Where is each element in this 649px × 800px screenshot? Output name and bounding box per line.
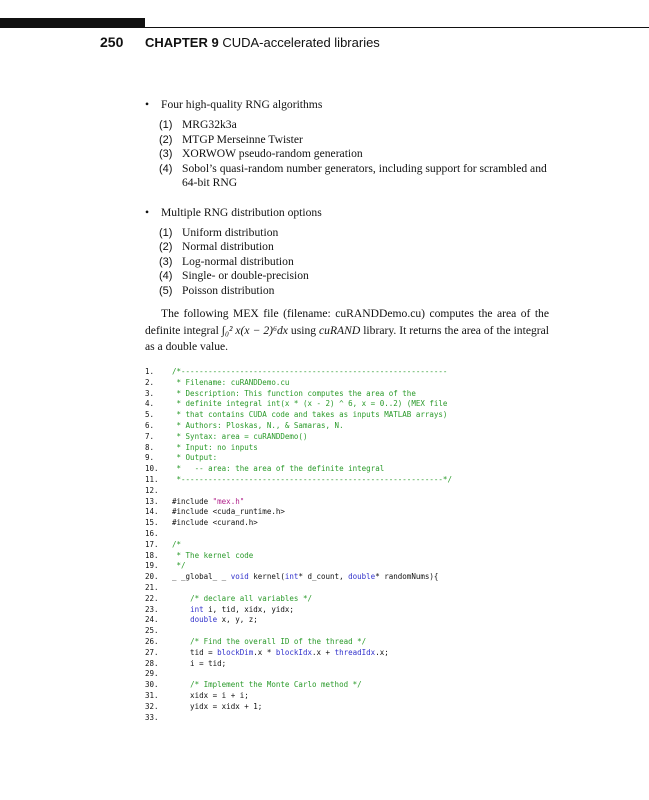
item-text: Poisson distribution [182,283,275,297]
code-token [172,680,190,689]
code-token: xidx = i + i; [172,690,249,700]
code-token [172,594,190,603]
item-number: (3) [159,255,173,268]
code-token: * Syntax: area = cuRANDDemo() [172,431,308,441]
code-token: i, tid, xidx, yidx; [203,604,294,614]
list-item [159,255,565,270]
rng-algorithm-list [159,118,565,191]
code-token: .x * [253,647,276,657]
line-number: 24. [145,615,159,625]
code-token: * Input: no inputs [172,442,258,452]
code-line [145,605,549,616]
bullet-distribution-options [145,205,565,220]
code-line [145,626,549,637]
code-token: * The kernel code [172,550,254,560]
code-token: double [190,615,218,625]
line-number: 23. [145,604,159,614]
line-code [172,507,285,518]
item-number: (1) [159,226,173,239]
item-text: XORWOW pseudo-random generation [182,147,363,160]
code-line [145,615,549,626]
code-token: int [190,604,204,614]
line-code [172,378,289,389]
line-number: 5. [145,410,155,420]
library-name: cuRAND [319,323,361,337]
code-line [145,702,549,713]
line-number: 26. [145,636,159,646]
code-token: * Authors: Ploskas, N., & Samaras, N. [172,420,344,430]
code-line [145,669,549,680]
code-line [145,453,549,464]
code-token: * Description: This function computes the area of the [172,388,416,398]
bullet-dot: • [145,205,150,219]
item-text: MTGP Merseinne Twister [182,132,303,146]
line-code [172,399,447,410]
line-number: 9. [145,453,155,463]
line-code [172,648,389,659]
code-line [145,713,549,724]
code-token: blockIdx [275,647,312,657]
line-code [172,680,362,691]
code-token: /* [172,539,182,549]
line-number: 28. [145,658,159,668]
line-code [172,615,258,626]
line-number: 21. [145,582,159,592]
code-token: /* Find the overall ID of the thread */ [190,636,367,646]
line-code [172,475,452,486]
line-number: 10. [145,464,159,474]
line-number: 29. [145,669,159,679]
line-number: 25. [145,626,159,636]
bullet-list [145,97,565,312]
code-line [145,680,549,691]
line-code [172,443,258,454]
code-token: .x + [311,647,335,657]
line-code [172,410,447,421]
line-number: 18. [145,550,159,560]
item-text: Normal distribution [182,240,274,253]
code-token: double [348,572,376,582]
item-number: (4) [159,270,173,282]
line-number: 4. [145,399,155,409]
code-line [145,518,549,529]
line-number: 22. [145,593,159,603]
page-number: 250 [100,34,124,50]
body-paragraph [145,306,549,356]
running-header [0,33,649,53]
code-line [145,399,549,410]
line-number: 1. [145,367,155,376]
code-line [145,443,549,454]
code-token: #include <cuda_runtime.h> [172,507,285,517]
code-line [145,691,549,702]
chapter-label: CHAPTER 9 [145,35,219,50]
line-number: 17. [145,539,159,549]
line-code [172,551,253,562]
chapter-heading [145,35,380,50]
code-token: _ _global_ _ [172,572,231,582]
item-text: Log-normal distribution [182,254,294,268]
line-number: 19. [145,561,159,571]
code-token: threadIdx [334,647,376,657]
code-token [172,605,190,614]
line-number: 13. [145,496,159,506]
integral-formula: ∫₀² x(x − 2)⁶dx [221,323,288,337]
code-line [145,410,549,421]
line-number: 6. [145,420,155,430]
line-code [172,421,344,432]
line-number: 31. [145,690,159,700]
list-item [159,118,565,133]
item-text: Uniform distribution [182,225,279,239]
line-code [172,691,249,702]
code-line [145,486,549,497]
header-rule [145,27,649,28]
item-number: (1) [159,119,173,131]
line-number: 7. [145,431,155,441]
line-code [172,659,226,670]
code-token: tid = [172,647,218,657]
line-code [172,367,447,378]
line-number: 32. [145,701,159,711]
line-code [172,389,416,400]
code-token: * d_count, [298,572,349,582]
code-line [145,475,549,486]
line-number: 16. [145,528,159,538]
code-token: #include <curand.h> [172,518,258,528]
code-line [145,659,549,670]
code-token [172,637,190,646]
code-line [145,572,549,583]
list-item [159,147,565,162]
code-token: /* declare all variables */ [190,593,312,603]
item-text: MRG32k3a [182,118,237,131]
line-code [172,605,294,616]
code-line [145,648,549,659]
code-token: void [230,572,249,582]
code-token: * -- area: the area of the definite integral [172,464,385,474]
line-number: 27. [145,647,159,657]
code-line [145,389,549,400]
code-token: i = tid; [172,658,227,668]
line-code [172,453,217,464]
code-token: .x; [375,647,389,657]
line-code [172,594,312,605]
line-number: 15. [145,518,159,528]
line-number: 14. [145,507,159,517]
code-token: #include [172,496,213,506]
item-number: (4) [159,162,173,175]
code-line [145,594,549,605]
paragraph-text [145,306,549,356]
line-code [172,540,181,551]
code-token: * that contains CUDA code and takes as inputs MATLAB arrays) [172,410,448,420]
list-item [159,284,565,299]
code-token: * randomNums){ [375,572,439,582]
code-line [145,529,549,540]
line-code [172,432,307,443]
code-line [145,507,549,518]
header-bar [0,18,145,28]
line-number: 20. [145,572,159,582]
line-code [172,561,186,572]
code-token: *----------------------------------------------------------*/ [172,474,452,484]
code-line [145,583,549,594]
code-token: yidx = xidx + 1; [172,701,263,711]
text-run: library. It returns the area of the integral as a double value. [145,323,549,353]
line-number: 30. [145,680,159,690]
bullet-rng-algorithms [145,97,565,112]
list-item [159,269,565,284]
code-token: "mex.h" [212,496,245,506]
code-token: * Filename: cuRANDDemo.cu [172,377,290,387]
line-number: 3. [145,388,155,398]
code-line [145,637,549,648]
bullet-dot: • [145,98,150,111]
code-token: /*----------------------------------------------------------- [172,367,448,376]
text-run: The following MEX file (filename: cuRANDDemo.cu) computes the area of the definite integral [145,307,549,337]
line-number: 12. [145,485,159,495]
list-item [159,226,565,241]
line-code [172,497,244,508]
code-token: */ [172,561,186,571]
text-run: using [287,323,320,337]
line-code [172,702,262,713]
line-number: 2. [145,377,155,387]
line-number: 11. [145,474,159,484]
item-text: Sobol’s quasi-random number generators, including support for scrambled and 64-bit RNG [182,161,547,189]
item-number: (3) [159,148,173,160]
line-number: 8. [145,442,155,452]
line-code [172,518,258,529]
line-code [172,464,384,475]
code-token: x, y, z; [217,615,258,625]
list-item [159,133,565,148]
code-line [145,561,549,572]
code-token: int [284,572,299,582]
code-token: * Output: [172,453,218,463]
code-token: /* Implement the Monte Carlo method */ [190,680,362,690]
item-number: (5) [159,284,173,297]
code-token: blockDim [217,647,254,657]
item-text: Single- or double-precision [182,269,309,282]
bullet-text: Multiple RNG distribution options [161,205,322,219]
item-number: (2) [159,241,173,253]
list-item [159,240,565,255]
code-line [145,378,549,389]
code-token [172,615,190,624]
code-listing [145,367,549,723]
item-number: (2) [159,133,173,146]
chapter-title: CUDA-accelerated libraries [222,35,380,50]
code-line [145,497,549,508]
code-token: kernel( [248,572,285,582]
list-item [159,162,565,191]
bullet-text: Four high-quality RNG algorithms [161,98,323,111]
code-line [145,432,549,443]
code-line [145,367,549,378]
code-line [145,540,549,551]
line-code [172,572,438,583]
code-line [145,421,549,432]
line-code [172,637,366,648]
distribution-list [159,226,565,299]
code-line [145,464,549,475]
line-number: 33. [145,712,159,722]
code-line [145,551,549,562]
code-token: * definite integral int(x * (x - 2) ^ 6, x = 0..2) (MEX file [172,399,448,409]
